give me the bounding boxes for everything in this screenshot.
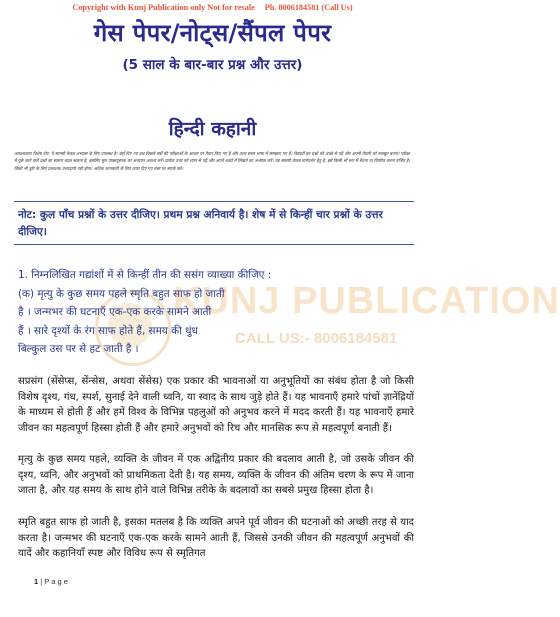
page-subtitle: (5 साल के बार-बार प्रश्न और उत्तर) xyxy=(122,57,303,73)
divider-top xyxy=(14,201,414,202)
copyright-notice xyxy=(0,3,425,12)
question-line: हैं । सारे दृश्यों के रंग साफ होते हैं, समय की धुंध xyxy=(18,324,198,337)
page-title: गेस पेपर/नोट्स/सैंपल पेपर xyxy=(93,19,332,47)
paragraph-text: मृत्यु के कुछ समय पहले, व्यक्ति के जीवन में एक अद्वितीय प्रकार की बदलाव आती है, जो उसके जीवन की दृश्य, ध्वनि, और अनुभवों को प्राथमिकता देती है। यह समय, व्यक्ति के जीवन की अंतिम चरण के रूप में जाना जाता है, और यह समय के साथ होने वाले विभिन्न तरीके के बदलावों का सबसे प्रमुख हिस्सा होता है। xyxy=(18,454,414,497)
question-line: (क) मृत्यु के कुछ समय पहले स्मृति बहुत साफ हो जाती xyxy=(18,287,225,300)
page-label: P a g e xyxy=(44,577,68,586)
paragraph-text: स्मृति बहुत साफ हो जाती है, इसका मतलब है कि व्यक्ति अपने पूर्व जीवन की घटनाओं को अच्छी तरह से याद करता है। जन्मभर की घटनाएँ एक-एक करके सामने आती हैं, जिससे उनकी जीवन की महत्वपूर्ण अनुभवों की यादें और कहानियाँ स्पष्ट और विविध रूप से स्मृतिगत xyxy=(18,517,414,560)
question-line: बिल्कुल उस पर से हट जाती है । xyxy=(18,343,139,355)
answer-paragraph-1 xyxy=(18,374,414,436)
divider-middle xyxy=(14,244,414,245)
question-heading: 1. निम्नलिखित गद्यांशों में से किन्हीं तीन की ससंग व्याख्या कीजिए : xyxy=(18,269,272,281)
question-block xyxy=(18,266,410,359)
answer-paragraph-3 xyxy=(18,515,414,562)
contact-phone: Ph. 8006184581 (Call Us) xyxy=(264,3,353,12)
question-line: है । जन्मभर की घटनाएँ एक-एक करके सामने आती xyxy=(18,306,212,318)
watermark-call: CALL US:- 8006184581 xyxy=(235,330,398,347)
answer-paragraph-2 xyxy=(18,452,414,499)
paragraph-text: सप्रसंग (सेंसेप्स, सेंन्सेस, अथवा सेंसेस) एक प्रकार की भावनाओं या अनुभूतियों का संबंध होता है जो किसी विशेष दृश्य, गंध, स्पर्श, सुनाई देने वाली ध्वनि, या स्वाद के साथ जुड़े होते हैं। यह भावनाएँ हमारे पांचों ज्ञानेंद्रियों के माध्यम से होती हैं और हमें विश्व के विभिन्न पहलुओं को अनुभव करने में मदद करती हैं। यह भावनाएँ हमारे जीवन का महत्वपूर्ण हिस्सा होती हैं और हमारे अनुभवों को रिच और मानसिक रूप से महत्वपूर्ण बनाती हैं। xyxy=(18,376,414,434)
copyright-text: Copyright with Kunj Publication only Not for resale xyxy=(72,3,255,12)
page-footer: 1 | P a g e xyxy=(34,577,68,586)
fine-print-disclaimer: आवश्यकता विशेष नोट: ये सामग्री केवल अभ्यास के लिए उपलब्ध है। यहाँ दिए गए प्रश्न पिछले वर्षों की परीक्षाओं के आधार पर तैयार किए गए हैं और उत्तर सरल भाषा में समझाए गए हैं। विद्यार्थी इन प्रश्नों को अच्छे से पढ़ें और अपनी तैयारी को मजबूत बनाएं। परीक्षा में पूछे जाने वाले प्रश्नों का स्वरूप बदल सकता है, इसलिए मूल पाठ्यपुस्तक का अध्ययन अवश्य करें। प्रत्येक उत्तर को ध्यान से पढ़ें और अपने शब्दों में लिखने का अभ्यास करें। यह सामग्री केवल मार्गदर्शन हेतु है, इसे किसी भी रूप में बेचना या वितरित करना वर्जित है। किसी भी त्रुटि के लिए प्रकाशक उत्तरदायी नहीं होगा। अधिक जानकारी के लिए ऊपर दिए गए नंबर पर संपर्क करें। xyxy=(14,151,410,171)
page-number: 1 xyxy=(34,577,39,586)
section-title: हिन्दी कहानी xyxy=(168,118,257,140)
watermark-brand: KUNJ PUBLICATION xyxy=(173,280,560,322)
exam-note: नोट: कुल पाँच प्रश्नों के उत्तर दीजिए। प्रथम प्रश्न अनिवार्य है। शेष में से किन्हीं चार प्रश्नों के उत्तर दीजिए। xyxy=(18,209,383,238)
